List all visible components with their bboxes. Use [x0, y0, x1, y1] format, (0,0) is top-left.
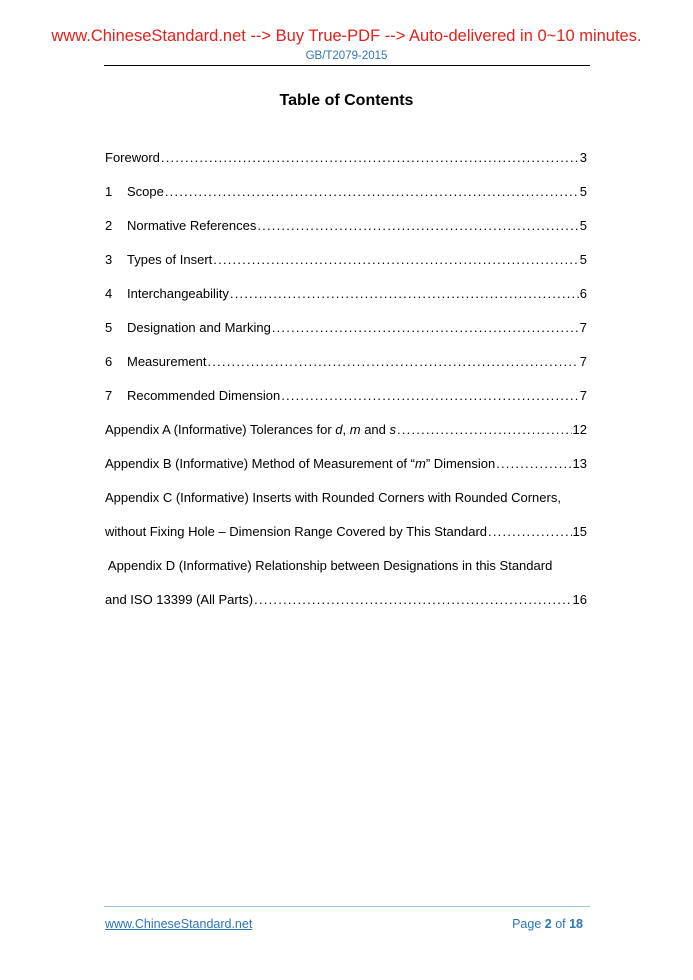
- toc-title: Table of Contents: [279, 92, 414, 109]
- toc-entry-number: 6: [105, 354, 113, 369]
- toc-entry-label: Designation and Marking: [127, 320, 271, 335]
- page-indicator: [512, 917, 583, 931]
- leader-dots: [207, 352, 578, 372]
- appendix-a-d: d: [335, 422, 343, 437]
- toc-entry-scope[interactable]: [105, 182, 587, 216]
- toc-entry-page: 5: [579, 252, 587, 267]
- toc-entry-label: Appendix C (Informative) Inserts with Rounded Corners with Rounded Corners,: [105, 490, 561, 505]
- toc-entry-page: 16: [572, 592, 587, 607]
- toc-entry-appendix-a[interactable]: [105, 420, 587, 454]
- toc-entry-recommended-dimension[interactable]: [105, 386, 587, 420]
- leader-dots: [165, 182, 579, 202]
- leader-dots: [213, 250, 579, 270]
- leader-dots: [397, 420, 572, 440]
- leader-dots: [230, 284, 579, 304]
- toc-entry-measurement[interactable]: [105, 352, 587, 386]
- leader-dots: [496, 454, 571, 474]
- toc-entry-label: Foreword: [105, 150, 160, 165]
- toc-entry-label: Scope: [127, 184, 164, 199]
- toc-entry-label: Appendix D (Informative) Relationship between Designations in this Standard: [105, 558, 553, 573]
- appendix-a-sep1: ,: [342, 422, 350, 437]
- appendix-b-suffix: ” Dimension: [425, 456, 496, 471]
- toc-entry-appendix-c-line1[interactable]: [105, 488, 587, 522]
- toc-entry-page: 5: [579, 218, 587, 233]
- toc-entry-number: 4: [105, 286, 113, 301]
- banner-link[interactable]: www.ChineseStandard.net --> Buy True-PDF --> Auto-delivered in 0~10 minutes.: [51, 27, 642, 45]
- page-current: 2: [544, 917, 552, 931]
- document-number: GB/T2079-2015: [305, 50, 388, 62]
- leader-dots: [281, 386, 579, 406]
- page-of: of: [551, 917, 570, 931]
- toc-entry-label: Normative References: [127, 218, 257, 233]
- leader-dots: [254, 590, 571, 610]
- toc-entry-appendix-b[interactable]: [105, 454, 587, 488]
- toc-entry-number: 7: [105, 388, 113, 403]
- page-total: 18: [569, 917, 583, 931]
- footer-website-link[interactable]: www.ChineseStandard.net: [105, 917, 253, 931]
- toc-entry-page: 7: [579, 388, 587, 403]
- appendix-a-sep2: and: [360, 422, 390, 437]
- toc-entry-page: 5: [579, 184, 587, 199]
- toc-entry-label: Recommended Dimension: [127, 388, 281, 403]
- leader-dots: [161, 148, 579, 168]
- toc-entry-label: Types of Insert: [127, 252, 213, 267]
- toc-entry-page: 6: [579, 286, 587, 301]
- table-of-contents: [105, 148, 587, 624]
- appendix-b-m: m: [414, 456, 426, 471]
- toc-entry-interchangeability[interactable]: [105, 284, 587, 318]
- toc-entry-designation-and-marking[interactable]: [105, 318, 587, 352]
- toc-entry-page: 15: [572, 524, 587, 539]
- toc-entry-label: [105, 454, 495, 474]
- page-prefix: Page: [512, 917, 545, 931]
- appendix-b-prefix: Appendix B (Informative) Method of Measurement of “: [105, 456, 415, 471]
- toc-entry-normative-references[interactable]: [105, 216, 587, 250]
- toc-entry-number: 5: [105, 320, 113, 335]
- leader-dots: [272, 318, 579, 338]
- toc-entry-number: 1: [105, 184, 113, 199]
- leader-dots: [257, 216, 578, 236]
- toc-entry-appendix-d-line2[interactable]: [105, 590, 587, 624]
- toc-entry-page: 7: [579, 320, 587, 335]
- toc-entry-page: 12: [572, 422, 587, 437]
- toc-entry-types-of-insert[interactable]: [105, 250, 587, 284]
- toc-entry-page: 3: [579, 150, 587, 165]
- toc-entry-appendix-d-line1[interactable]: [105, 556, 587, 590]
- toc-entry-label: and ISO 13399 (All Parts): [105, 592, 254, 607]
- leader-dots: [488, 522, 572, 542]
- header-divider: [104, 65, 590, 66]
- appendix-a-m: m: [349, 422, 361, 437]
- toc-entry-page: 13: [572, 456, 587, 471]
- footer-divider: [104, 906, 590, 907]
- toc-entry-label: [105, 420, 396, 440]
- toc-entry-label: Measurement: [127, 354, 207, 369]
- toc-entry-number: 3: [105, 252, 113, 267]
- appendix-a-s: s: [389, 422, 397, 437]
- toc-entry-foreword[interactable]: [105, 148, 587, 182]
- toc-entry-label: Interchangeability: [127, 286, 229, 301]
- appendix-a-prefix: Appendix A (Informative) Tolerances for: [105, 422, 336, 437]
- toc-entry-label: without Fixing Hole – Dimension Range Covered by This Standard: [105, 524, 488, 539]
- toc-entry-page: 7: [579, 354, 587, 369]
- toc-entry-number: 2: [105, 218, 113, 233]
- toc-entry-appendix-c-line2[interactable]: [105, 522, 587, 556]
